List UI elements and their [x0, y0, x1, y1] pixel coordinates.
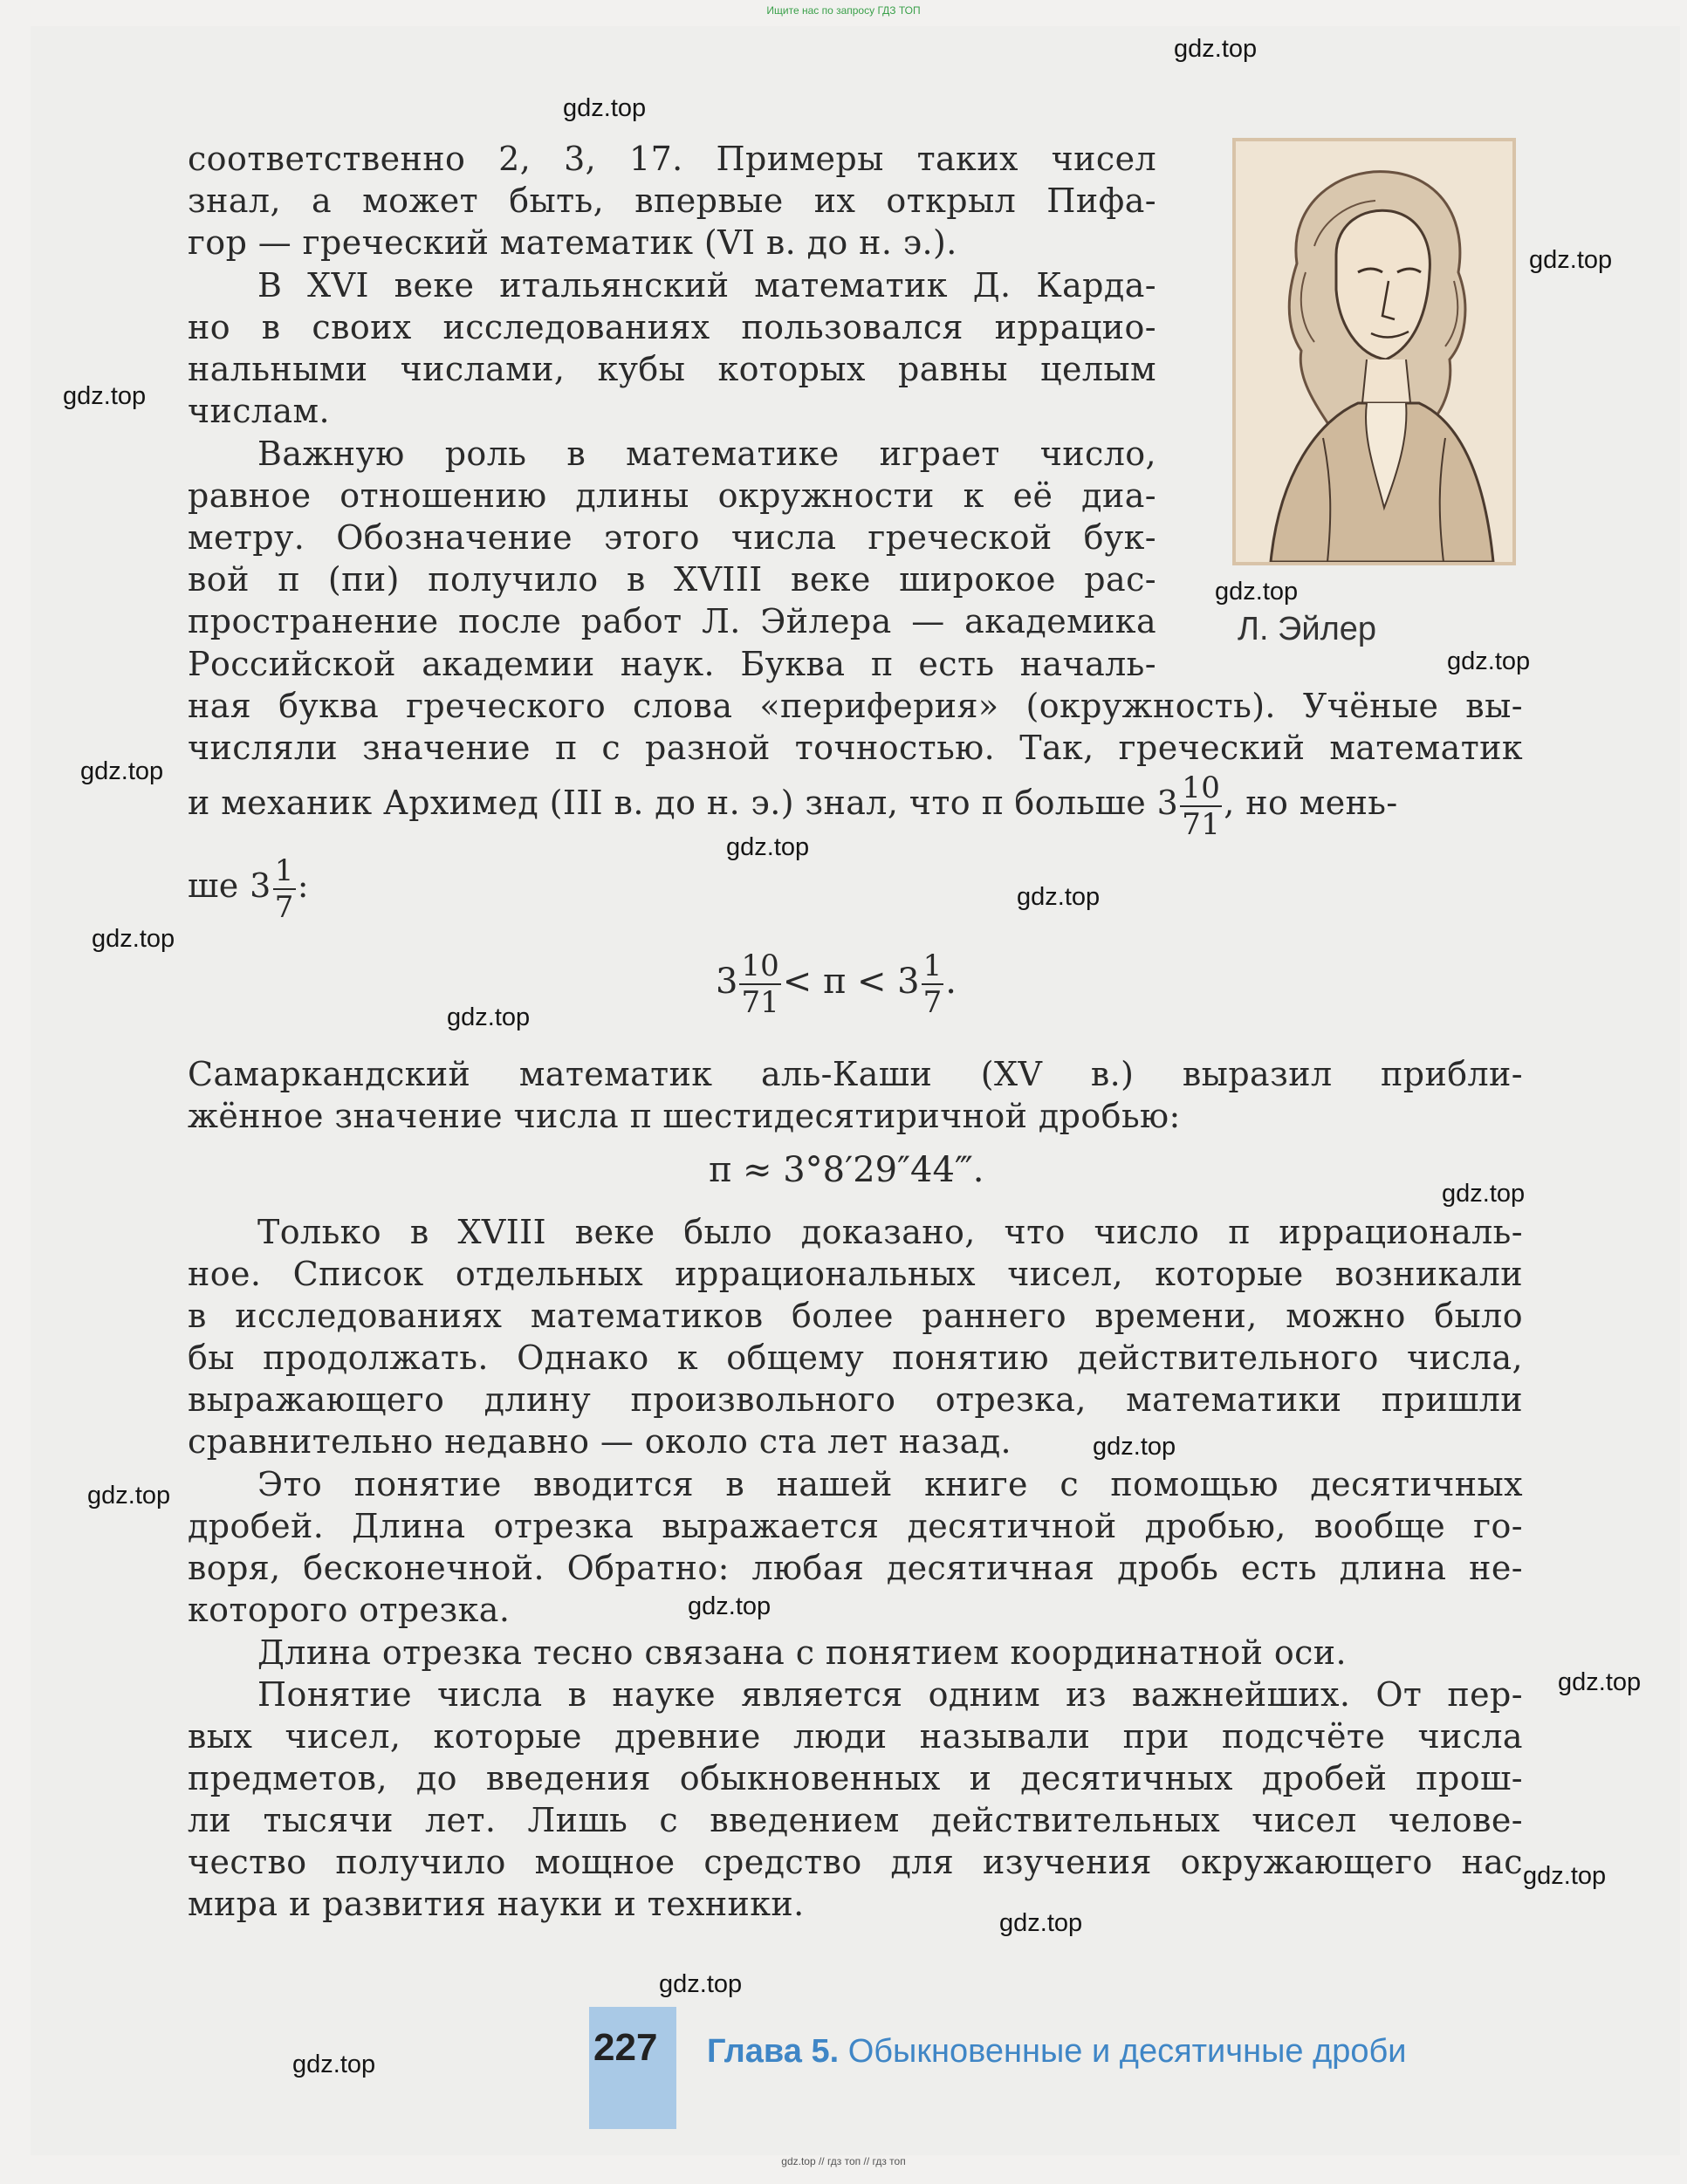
text-line: сравнительно недавно — около ста лет назад.	[188, 1422, 1012, 1461]
text-line: Это понятие вводится в нашей книге с помощью десятичных	[257, 1465, 1523, 1503]
chapter-title: Глава 5. Обыкновенные и десятичные дроби	[707, 2033, 1407, 2070]
watermark: gdz.top	[87, 1482, 171, 1510]
text-line: метру. Обозначение этого числа греческой бук-	[188, 518, 1156, 557]
watermark: gdz.top	[1442, 1180, 1526, 1208]
watermark: gdz.top	[688, 1592, 771, 1620]
text-line: В XVI веке итальянский математик Д. Кардa-	[257, 266, 1156, 305]
watermark: gdz.top	[1215, 578, 1299, 606]
bottom-note: gdz.top // гдз топ // гдз топ	[781, 2155, 906, 2167]
text-line: Важную роль в математике играет число,	[257, 435, 1156, 473]
text-segment: , но мень-	[1224, 784, 1398, 822]
text-line: Российской академии наук. Буква π есть началь-	[188, 645, 1156, 683]
text-segment: и механик Архимед (III в. до н. э.) знал, что π больше 3	[188, 784, 1179, 822]
watermark: gdz.top	[1093, 1433, 1176, 1461]
watermark: gdz.top	[92, 925, 175, 953]
watermark: gdz.top	[563, 94, 647, 122]
text-line-she: ше 3 $\frac{1}{7}$ :	[188, 852, 309, 925]
portrait-caption: Л. Эйлер	[1238, 611, 1377, 647]
euler-portrait-drawing	[1236, 141, 1512, 562]
watermark: gdz.top	[1174, 35, 1258, 63]
watermark: gdz.top	[1447, 647, 1531, 675]
watermark: gdz.top	[1523, 1862, 1607, 1890]
page-number: 227	[593, 2026, 658, 2069]
text-line: жённое значение числа π шестидесятиричной дробью:	[188, 1097, 1181, 1135]
fraction-1-7: $\frac{1}{7}$	[922, 948, 943, 1020]
text-line: Только в XVIII веке было доказано, что число π иррациональ-	[257, 1213, 1523, 1251]
text-line: Понятие числа в науке является одним из важнейших. От пер-	[257, 1675, 1523, 1714]
text-line: в исследованиях математиков более раннего времени, можно было	[188, 1297, 1523, 1335]
text-line: предметов, до введения обыкновенных и десятичных дробей прош-	[188, 1759, 1523, 1797]
text-line: которого отрезка.	[188, 1591, 511, 1629]
text-line: равное отношению длины окружности к её диа-	[188, 476, 1156, 515]
fraction-1-7: $\frac{1}{7}$	[274, 852, 294, 925]
text-line: дробей. Длина отрезка выражается десятичной дробью, вообще го-	[188, 1507, 1523, 1545]
formula-archimedes: 3 $\frac{10}{71}$ < π < 3 $\frac{1}{7}$ .	[716, 948, 957, 1020]
text-line: ное. Список отдельных иррациональных чисел, которые возникали	[188, 1255, 1523, 1293]
text-line: воря, бесконечной. Обратно: любая десятичная дробь есть длина не-	[188, 1549, 1523, 1587]
text-line: но в своих исследованиях пользовался иррацио-	[188, 308, 1156, 346]
text-line: Самаркандский математик аль-Каши (XV в.) выразил прибли-	[188, 1055, 1523, 1093]
text-line: вой π (пи) получило в XVIII веке широкое рас-	[188, 560, 1156, 599]
text-line: выражающего длину произвольного отрезка, математики пришли	[188, 1380, 1523, 1419]
fraction-10-71: $\frac{10}{71}$	[1182, 770, 1221, 842]
text-line: ли тысячи лет. Лишь с введением действительных чисел челове-	[188, 1801, 1523, 1839]
archimedes-line	[188, 768, 1523, 842]
euler-portrait	[1232, 138, 1516, 565]
watermark: gdz.top	[1017, 883, 1101, 911]
text-line: числяли значение π с разной точностью. Так, греческий математик	[188, 729, 1523, 767]
top-note: Ищите нас по запросу ГДЗ ТОП	[766, 4, 921, 17]
text-line: чество получило мощное средство для изучения окружающего нас	[188, 1843, 1523, 1881]
text-line: ная буква греческого слова «периферия» (окружность). Учёные вы-	[188, 687, 1523, 725]
watermark: gdz.top	[63, 382, 147, 410]
text-line: Длина отрезка тесно связана с понятием координатной оси.	[257, 1633, 1347, 1672]
watermark: gdz.top	[726, 833, 810, 861]
text-line: вых чисел, которые древние люди называли при подсчёте числа	[188, 1717, 1523, 1756]
text-line: числам.	[188, 392, 330, 430]
formula-al-kashi: π ≈ 3°8′29″44‴.	[709, 1150, 984, 1190]
text-line: знал, а может быть, впервые их открыл Пифа-	[188, 181, 1156, 220]
watermark: gdz.top	[80, 757, 164, 785]
watermark: gdz.top	[999, 1909, 1083, 1937]
fraction-10-71: $\frac{10}{71}$	[741, 948, 779, 1020]
watermark: gdz.top	[292, 2050, 376, 2078]
watermark: gdz.top	[447, 1003, 531, 1031]
text-line: гор — греческий математик (VI в. до н. э.).	[188, 223, 957, 262]
text-line: соответственно 2, 3, 17. Примеры таких чисел	[188, 140, 1156, 178]
text-line: пространение после работ Л. Эйлера — академика	[188, 602, 1156, 640]
text-line: мира и развития науки и техники.	[188, 1885, 805, 1923]
text-line: нальными числами, кубы которых равны целым	[188, 350, 1156, 388]
watermark: gdz.top	[659, 1970, 743, 1998]
watermark: gdz.top	[1558, 1668, 1642, 1696]
watermark: gdz.top	[1529, 246, 1613, 274]
text-line: бы продолжать. Однако к общему понятию действительного числа,	[188, 1338, 1523, 1377]
